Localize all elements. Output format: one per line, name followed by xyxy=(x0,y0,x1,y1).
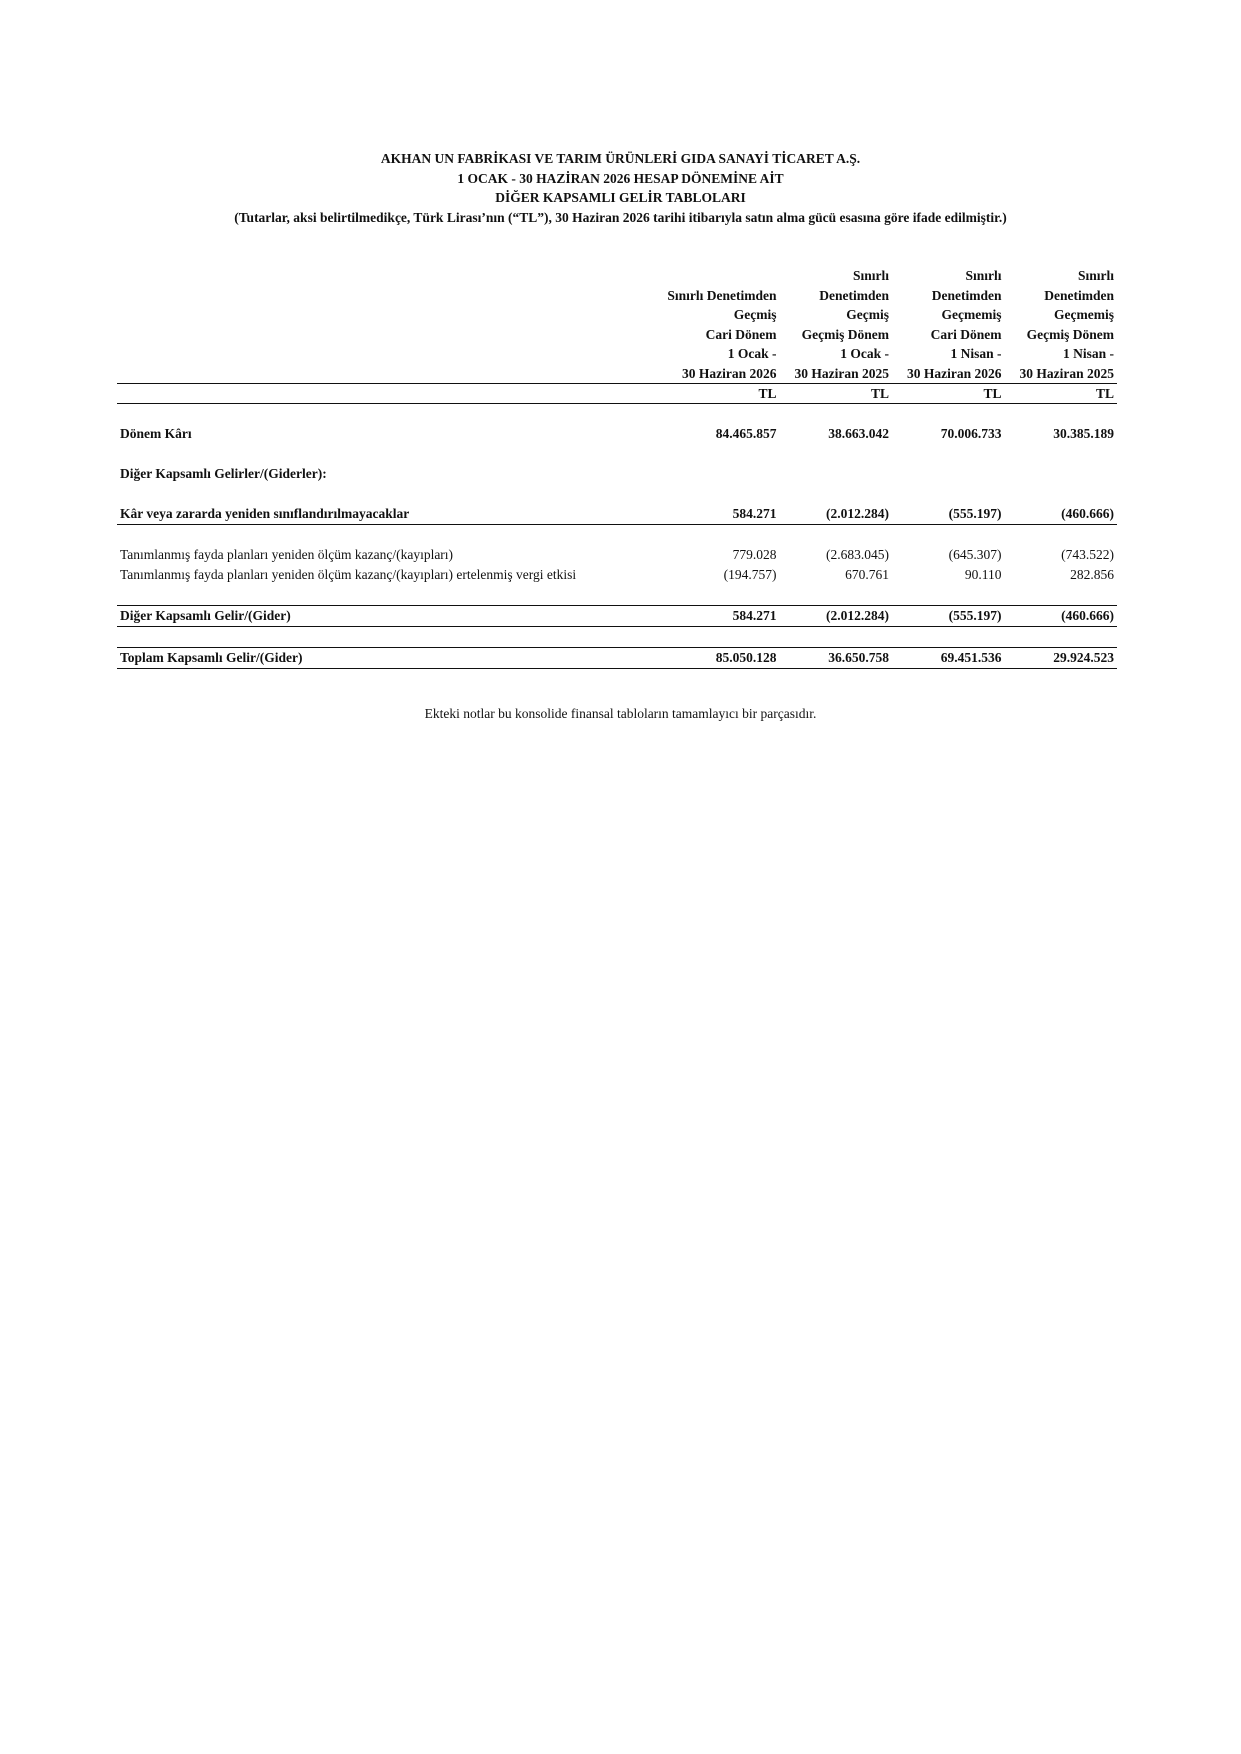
col2-line6: 30 Haziran 2025 xyxy=(794,365,889,381)
row-label: Dönem Kârı xyxy=(120,426,192,441)
col3-line2: Denetimden xyxy=(931,287,1002,303)
value-cell: (460.666) xyxy=(1005,504,1118,525)
value-cell: (555.197) xyxy=(892,504,1005,525)
col4-line6: 30 Haziran 2025 xyxy=(1019,365,1114,381)
column-header-row xyxy=(117,266,1117,384)
section-label: Diğer Kapsamlı Gelirler/(Giderler): xyxy=(120,466,327,481)
col4-line5: 1 Nisan - xyxy=(1062,346,1114,361)
unit-row xyxy=(117,384,1117,404)
value-cell: 30.385.189 xyxy=(1053,426,1114,441)
table-row-not-reclassified xyxy=(117,504,1117,525)
spacer-row xyxy=(117,404,1117,425)
value-cell: (645.307) xyxy=(948,547,1002,562)
col3-line3: Geçmemiş xyxy=(941,307,1002,322)
row-label: Tanımlanmış fayda planları yeniden ölçüm kazanç/(kayıpları) ertelenmiş vergi etkisi xyxy=(120,567,577,582)
column-header-2 xyxy=(780,266,893,384)
value-cell: (2.012.284) xyxy=(780,606,893,627)
spacer-row xyxy=(117,444,1117,464)
unit-col-4: TL xyxy=(1005,384,1118,404)
value-cell: (555.197) xyxy=(892,606,1005,627)
col4-line3: Geçmemiş xyxy=(1054,307,1114,322)
unit-col-1: TL xyxy=(667,384,780,404)
period-title: 1 OCAK - 30 HAZİRAN 2026 HESAP DÖNEMİNE AİT xyxy=(457,170,784,186)
table-row-deferred-tax xyxy=(117,565,1117,585)
value-cell: 69.451.536 xyxy=(892,648,1005,669)
col4-line4: Geçmiş Dönem xyxy=(1026,326,1114,342)
value-cell: 584.271 xyxy=(667,606,780,627)
comprehensive-income-table xyxy=(117,266,1117,669)
value-cell: 38.663.042 xyxy=(828,426,889,441)
statement-header xyxy=(0,149,1241,227)
unit-col-3: TL xyxy=(892,384,1005,404)
value-cell: (460.666) xyxy=(1005,606,1118,627)
table-row-total-comprehensive xyxy=(117,648,1117,669)
statement-title: DİĞER KAPSAMLI GELİR TABLOLARI xyxy=(495,190,746,205)
value-cell: 670.761 xyxy=(845,567,889,582)
col1-line6: 30 Haziran 2026 xyxy=(682,365,777,381)
footer-note: Ekteki notlar bu konsolide finansal tabloların tamamlayıcı bir parçasıdır. xyxy=(424,706,817,721)
value-cell: 85.050.128 xyxy=(667,648,780,669)
section-heading-other-comprehensive xyxy=(117,464,1117,484)
col2-line1: Sınırlı xyxy=(852,268,889,283)
company-name: AKHAN UN FABRİKASI VE TARIM ÜRÜNLERİ GIDA SANAYİ TİCARET A.Ş. xyxy=(380,151,861,166)
col2-line5: 1 Ocak - xyxy=(840,346,889,361)
value-cell: 84.465.857 xyxy=(715,426,777,441)
row-label: Diğer Kapsamlı Gelir/(Gider) xyxy=(117,606,667,627)
unit-label-cell xyxy=(117,384,667,404)
row-label: Tanımlanmış fayda planları yeniden ölçüm kazanç/(kayıpları) xyxy=(120,547,454,562)
row-label: Toplam Kapsamlı Gelir/(Gider) xyxy=(117,648,667,669)
value-cell: 584.271 xyxy=(667,504,780,525)
table-row-other-comprehensive-total xyxy=(117,606,1117,627)
unit-col-2: TL xyxy=(780,384,893,404)
col3-line5: 1 Nisan - xyxy=(950,346,1002,361)
spacer-row xyxy=(117,484,1117,504)
column-header-4 xyxy=(1005,266,1118,384)
col2-line4: Geçmiş Dönem xyxy=(801,326,889,342)
value-cell: 70.006.733 xyxy=(940,426,1002,441)
col1-line1 xyxy=(667,266,777,286)
value-cell: 29.924.523 xyxy=(1005,648,1118,669)
value-cell: 90.110 xyxy=(964,567,1002,582)
column-header-3 xyxy=(892,266,1005,384)
table-row-donem-kari xyxy=(117,424,1117,444)
value-cell: 282.856 xyxy=(1070,567,1114,582)
col2-line3: Geçmiş xyxy=(846,307,889,322)
row-label: Kâr veya zararda yeniden sınıflandırılmayacaklar xyxy=(117,504,667,525)
spacer-row xyxy=(117,585,1117,606)
value-cell: 779.028 xyxy=(732,547,777,562)
col3-line1: Sınırlı xyxy=(965,268,1002,283)
spacer-row xyxy=(117,627,1117,648)
spacer-row xyxy=(117,525,1117,546)
currency-note: (Tutarlar, aksi belirtilmedikçe, Türk Lirası’nın (“TL”), 30 Haziran 2026 tarihi itibarıyla satın alma gücü esasına göre ifade edilmiştir.) xyxy=(234,209,1007,225)
value-cell: 36.650.758 xyxy=(780,648,893,669)
col4-line1: Sınırlı xyxy=(1077,268,1114,283)
value-cell: (2.012.284) xyxy=(780,504,893,525)
label-column-header xyxy=(117,266,667,384)
col1-line5: 1 Ocak - xyxy=(727,346,777,361)
col3-line6: 30 Haziran 2026 xyxy=(907,365,1002,381)
col4-line2: Denetimden xyxy=(1044,287,1114,303)
value-cell: (743.522) xyxy=(1061,547,1114,562)
table-row-remeasurement xyxy=(117,545,1117,565)
col1-line3: Geçmiş xyxy=(733,307,777,322)
col3-line4: Cari Dönem xyxy=(930,326,1002,342)
col1-line4: Cari Dönem xyxy=(705,326,777,342)
col1-line2: Sınırlı Denetimden xyxy=(667,287,777,303)
value-cell: (194.757) xyxy=(723,567,777,582)
value-cell: (2.683.045) xyxy=(826,547,889,562)
col2-line2: Denetimden xyxy=(819,287,889,303)
column-header-1 xyxy=(667,266,780,384)
